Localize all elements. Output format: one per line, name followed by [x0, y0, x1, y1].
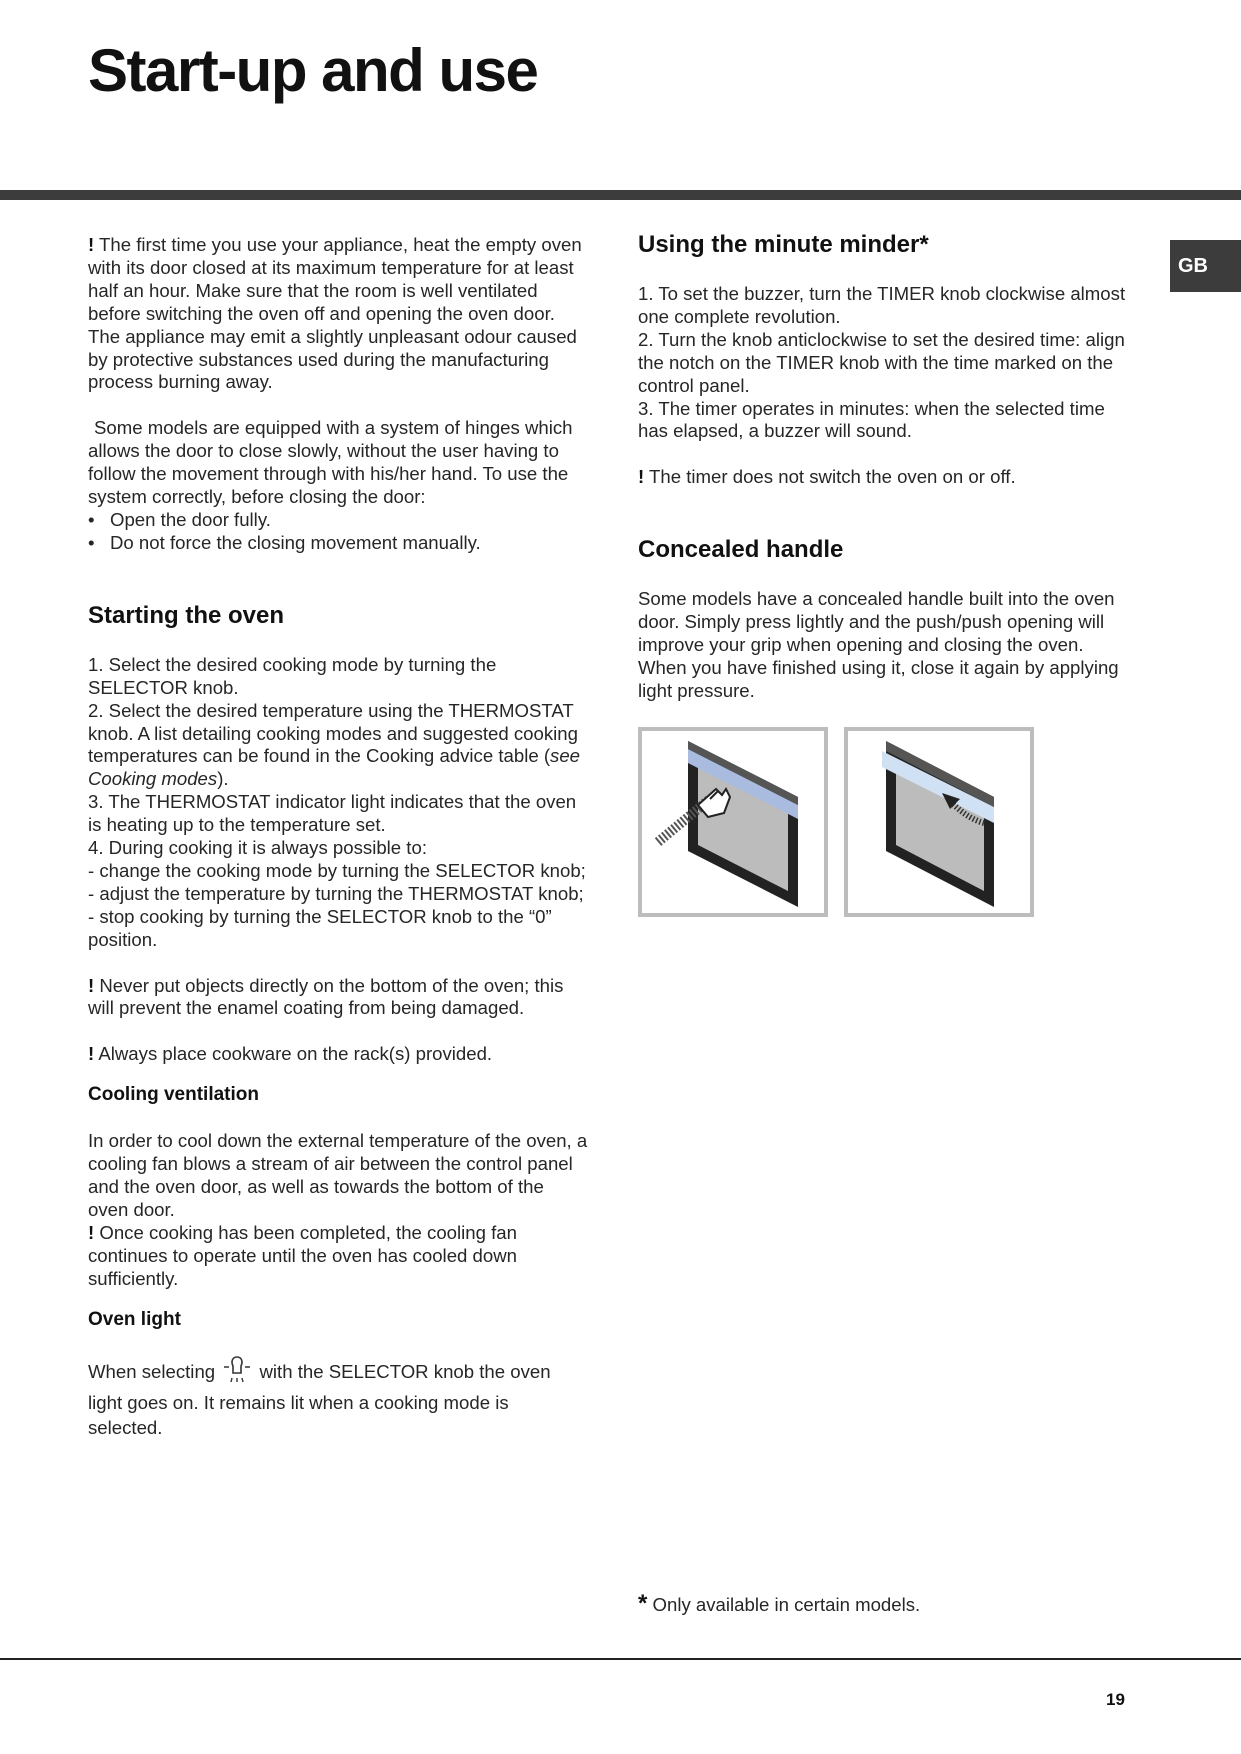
left-column: [88, 234, 588, 1440]
press-handle-illustration: [638, 727, 828, 917]
step-2: 2. Select the desired temperature using the THERMOSTAT knob. A list detailing cooking modes and suggested cooking temperatures can be found in the Cooking advice table (see Cooking modes).: [88, 699, 581, 790]
timer-step-1: 1. To set the buzzer, turn the TIMER knob clockwise almost one complete revolution.: [638, 283, 1126, 327]
intro-paragraph: ! The first time you use your appliance, heat the empty oven with its door closed at its maximum temperature for at least half an hour. Make sure that the room is well ventilated before switching the oven off and opening the oven door. The appliance may emit a slightly unpleasant odour caused by protective substances used during the manufacturing process burning away.: [88, 234, 582, 393]
option-change-mode: - change the cooking mode by turning the SELECTOR knob;: [88, 859, 586, 881]
cooling-note: ! Once cooking has been completed, the cooling fan continues to operate until the oven has cooled down sufficiently.: [88, 1221, 517, 1289]
footer-rule: [0, 1658, 1241, 1660]
timer-step-3: 3. The timer operates in minutes: when the selected time has elapsed, a buzzer will sound.: [638, 397, 1105, 442]
page-number: 19: [1106, 1690, 1125, 1709]
lamp-icon: [222, 1354, 252, 1390]
hinges-paragraph: Some models are equipped with a system of hinges which allows the door to close slowly, without the user having to follow the movement through with his/her hand. To use the system correctly, before closing the door:: [88, 417, 573, 508]
section-heading-starting: Starting the oven: [88, 601, 285, 629]
section-heading-minute-minder: Using the minute minder*: [638, 231, 929, 258]
timer-step-2: 2. Turn the knob anticlockwise to set the desired time: align the notch on the TIMER knob with the time marked on the control panel.: [638, 328, 1125, 396]
right-column: [638, 231, 1128, 917]
step-1: 1. Select the desired cooking mode by turning the SELECTOR knob.: [88, 653, 497, 698]
warning-cookware: ! Always place cookware on the rack(s) provided.: [88, 1043, 493, 1065]
cooling-paragraph: In order to cool down the external temperature of the oven, a cooling fan blows a stream of air between the control panel and the oven door, as well as towards the bottom of the oven door.: [88, 1130, 588, 1220]
language-tab: GB: [1170, 240, 1241, 292]
warning-mark: !: [88, 234, 95, 255]
warning-mark: !: [88, 1043, 95, 1065]
step-4: 4. During cooking it is always possible to:: [88, 837, 427, 859]
pull-handle-illustration: [844, 727, 1034, 917]
subheading-cooling: Cooling ventilation: [88, 1084, 259, 1106]
hinge-bullet-list: [88, 509, 588, 555]
subheading-oven-light: Oven light: [88, 1308, 181, 1330]
option-adjust-temp: - adjust the temperature by turning the THERMOSTAT knob;: [88, 882, 584, 904]
option-stop-cooking: - stop cooking by turning the SELECTOR knob to the “0” position.: [88, 905, 552, 950]
warning-mark: !: [638, 466, 645, 488]
oven-light-paragraph: When selecting with the SELECTOR knob the oven light goes on. It remains lit when a cooking mode is selected.: [88, 1354, 588, 1440]
handle-paragraph: Some models have a concealed handle built into the oven door. Simply press lightly and the push/push opening will improve your grip when opening and closing the oven. When you have finished using it, close it again by applying light pressure.: [638, 588, 1119, 701]
cross-reference: see Cooking modes: [88, 745, 581, 790]
step-3: 3. The THERMOSTAT indicator light indicates that the oven is heating up to the temperature set.: [88, 791, 577, 836]
footnote: * Only available in certain models.: [638, 1590, 921, 1617]
handle-illustrations: [638, 727, 1128, 917]
warning-mark: !: [88, 974, 95, 996]
warning-bottom: ! Never put objects directly on the bottom of the oven; this will prevent the enamel coating from being damaged.: [88, 974, 564, 1019]
page-title: Start-up and use: [88, 37, 538, 104]
timer-note: ! The timer does not switch the oven on or off.: [638, 466, 1016, 488]
footnote-mark: *: [638, 1590, 648, 1617]
header-rule: [0, 190, 1241, 200]
bullet-item: • Open the door fully.: [88, 509, 588, 532]
bullet-item: • Do not force the closing movement manually.: [88, 532, 588, 555]
section-heading-concealed-handle: Concealed handle: [638, 536, 844, 564]
warning-mark: !: [88, 1221, 95, 1243]
